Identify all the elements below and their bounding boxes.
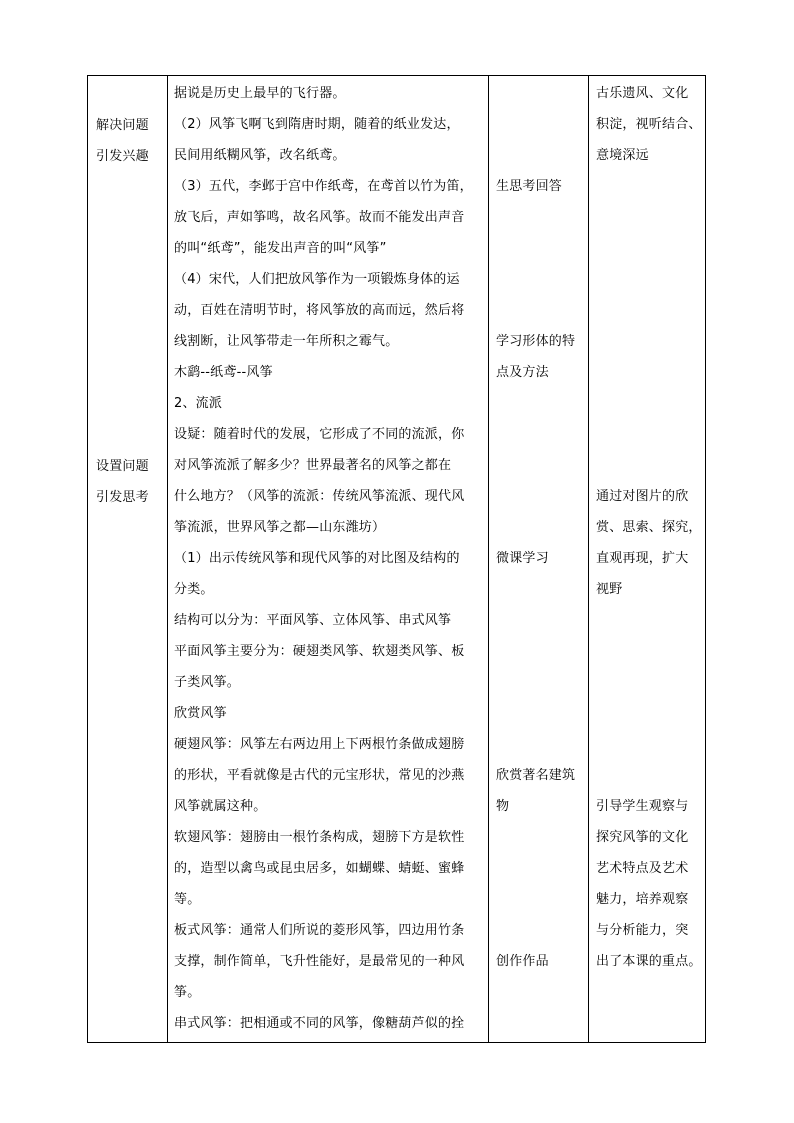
text-line: 软翅风筝：翅膀由一根竹条构成，翅膀下方是软性 [174, 830, 465, 845]
text-line: 直观再现，扩大 [596, 551, 689, 566]
lesson-plan-table [87, 75, 706, 1043]
text-line: 探究风筝的文化 [596, 830, 689, 845]
text-line: 据说是历史上最早的飞行器。 [174, 86, 346, 101]
text-line: 对风筝流派了解多少？世界最著名的风筝之都在 [174, 458, 452, 473]
text-line: 2、流派 [174, 396, 223, 411]
text-line: 欣赏著名建筑 [496, 768, 576, 783]
text-line: 视野 [596, 582, 623, 597]
text-line: 出了本课的重点。 [596, 954, 702, 969]
text-line: 等。 [174, 892, 201, 907]
text-line: 分类。 [174, 582, 214, 597]
text-line: 风筝就属这种。 [174, 799, 267, 814]
text-line: （3）五代，李邺于宫中作纸鸢，在鸢首以竹为笛， [174, 179, 473, 194]
text-line: 筝流派，世界风筝之都—山东潍坊） [174, 520, 386, 535]
text-line: 平面风筝主要分为：硬翅类风筝、软翅类风筝、板 [174, 644, 465, 659]
text-line: 什么地方？（风筝的流派：传统风筝流派、现代风 [174, 489, 465, 504]
text-line: 设疑：随着时代的发展，它形成了不同的流派，你 [174, 427, 465, 442]
text-line: 结构可以分为：平面风筝、立体风筝、串式风筝 [174, 613, 452, 628]
text-line: 硬翅风筝：风筝左右两边用上下两根竹条做成翅膀 [174, 737, 465, 752]
text-line: 支撑，制作简单，飞升性能好，是最常见的一种风 [174, 954, 465, 969]
text-line: 欣赏风筝 [174, 706, 227, 721]
text-line: 学习形体的特 [496, 334, 576, 349]
text-line: （2）风筝飞啊飞到隋唐时期，随着的纸业发达， [174, 117, 460, 132]
text-line: 赏、思索、探究， [596, 520, 702, 535]
text-line: 点及方法 [496, 365, 549, 380]
text-line: 的形状，平看就像是古代的元宝形状，常见的沙燕 [174, 768, 465, 783]
text-line: 引发思考 [96, 490, 149, 505]
text-line: 的，造型以禽鸟或昆虫居多，如蝴蝶、蜻蜓、蜜蜂 [174, 861, 465, 876]
text-line: 艺术特点及艺术 [596, 861, 689, 876]
text-line: 筝。 [174, 985, 201, 1000]
text-line: 意境深远 [596, 148, 649, 163]
text-line: 引发兴趣 [96, 149, 149, 164]
text-line: 板式风筝：通常人们所说的菱形风筝，四边用竹条 [174, 923, 465, 938]
text-line: 线割断，让风筝带走一年所积之霉气。 [174, 334, 399, 349]
text-line: 通过对图片的欣 [596, 489, 689, 504]
text-line: 设置问题 [96, 459, 149, 474]
text-line: 子类风筝。 [174, 675, 241, 690]
column-divider [167, 76, 168, 1042]
text-line: 与分析能力，突 [596, 923, 689, 938]
text-line: 积淀，视听结合、 [596, 117, 702, 132]
text-line: （1）出示传统风筝和现代风筝的对比图及结构的 [174, 551, 460, 566]
text-line: 的叫“纸鸢”，能发出声音的叫“风筝” [174, 241, 387, 256]
text-line: 民间用纸糊风筝，改名纸鸢。 [174, 148, 346, 163]
text-line: 微课学习 [496, 551, 549, 566]
text-line: 木鹞--纸鸢--风筝 [174, 365, 273, 380]
text-line: 物 [496, 799, 510, 814]
text-line: 古乐遗风、文化 [596, 86, 689, 101]
text-line: （4）宋代，人们把放风筝作为一项锻炼身体的运 [174, 272, 460, 287]
text-line: 放飞后，声如筝鸣，故名风筝。故而不能发出声音 [174, 210, 465, 225]
text-line: 引导学生观察与 [596, 799, 689, 814]
text-line: 生思考回答 [496, 179, 563, 194]
text-line: 魅力，培养观察 [596, 892, 689, 907]
text-line: 解决问题 [96, 118, 149, 133]
text-line: 创作作品 [496, 954, 549, 969]
text-line: 动，百姓在清明节时，将风筝放的高而远，然后将 [174, 303, 465, 318]
text-line: 串式风筝：把相通或不同的风筝，像糖葫芦似的拴 [174, 1016, 465, 1031]
column-divider [588, 76, 589, 1042]
column-divider [488, 76, 489, 1042]
